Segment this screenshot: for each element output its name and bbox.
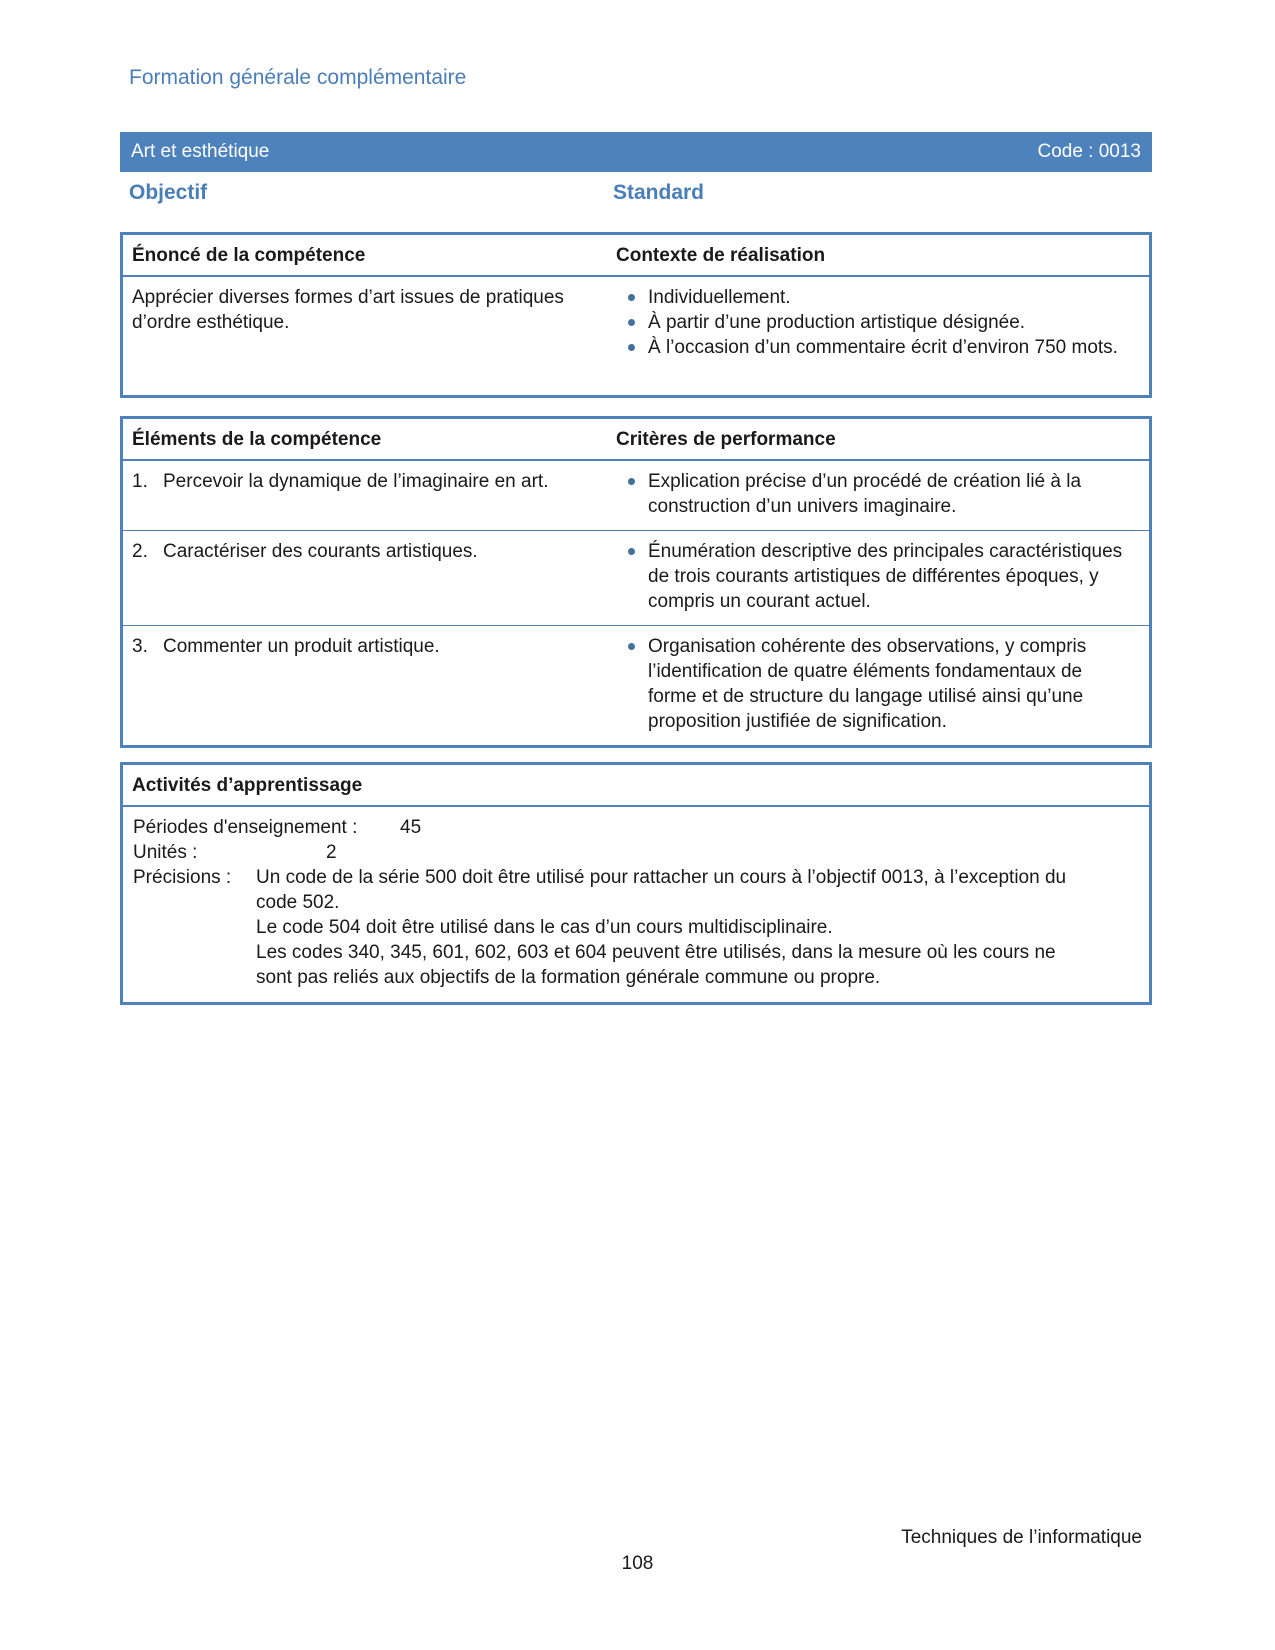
footer-program-name: Techniques de l’informatique — [901, 1527, 1142, 1548]
units-label: Unités : — [133, 842, 198, 863]
bullet-icon — [628, 643, 635, 650]
bullet-icon — [628, 548, 635, 555]
table-row — [123, 461, 1149, 531]
activities-table — [120, 762, 1152, 1005]
precisions-text-block — [256, 865, 1089, 990]
realisation-context-header: Contexte de réalisation — [616, 245, 826, 266]
teaching-periods-value: 45 — [400, 817, 422, 838]
criteria-bullet-list — [616, 469, 1131, 519]
teaching-periods-label: Périodes d'enseignement : — [133, 817, 358, 838]
teaching-periods-row — [133, 815, 1089, 840]
context-bullet-list — [616, 285, 1131, 360]
element-1-cell: 1. Percevoir la dynamique de l’imaginaire en art. — [132, 471, 549, 492]
competence-table-header-row — [123, 235, 1149, 277]
element-3-cell: 3. Commenter un produit artistique. — [132, 636, 440, 657]
precision-paragraph: Un code de la série 500 doit être utilisé pour rattacher un cours à l’objectif 0013, à l’exception du code 502. — [256, 867, 1067, 913]
units-value: 2 — [326, 842, 337, 863]
criteria-bullet-list — [616, 539, 1131, 614]
objectif-heading: Objectif — [129, 181, 208, 204]
element-2-cell: 2. Caractériser des courants artistiques. — [132, 541, 478, 562]
topic-banner-code: Code : 0013 — [1037, 141, 1141, 162]
bullet-icon — [628, 478, 635, 485]
criterion-1-cell — [607, 461, 1149, 530]
bullet-icon — [628, 294, 635, 301]
list-item: Énumération descriptive des principales caractéristiques de trois courants artistiques de différentes époques, y compris un courant actuel. — [616, 539, 1131, 614]
table-row — [123, 626, 1149, 745]
list-item: Explication précise d’un procédé de création lié à la construction d’un univers imaginaire. — [616, 469, 1131, 519]
bullet-icon — [628, 344, 635, 351]
precision-paragraph: Les codes 340, 345, 601, 602, 603 et 604 peuvent être utilisés, dans la mesure où les cours ne sont pas reliés aux objectifs de la formation générale commune ou propre. — [256, 942, 1056, 988]
table-row — [123, 531, 1149, 626]
elements-header: Éléments de la compétence — [132, 429, 382, 450]
units-row — [133, 840, 1089, 865]
list-item: Individuellement. — [616, 285, 1131, 310]
precisions-row — [133, 865, 1089, 990]
column-headings — [120, 181, 1152, 213]
criterion-3-cell — [607, 626, 1149, 745]
competence-statement-header: Énoncé de la compétence — [132, 245, 366, 266]
competence-table — [120, 232, 1152, 398]
topic-banner — [120, 132, 1152, 172]
competence-statement-text: Apprécier diverses formes d’art issues de pratiques d’ordre esthétique. — [132, 287, 564, 333]
page-number: 108 — [621, 1553, 654, 1574]
precisions-label: Précisions : — [133, 867, 232, 888]
precision-paragraph: Le code 504 doit être utilisé dans le cas d’un cours multidisciplinaire. — [256, 917, 833, 938]
list-item: À partir d’une production artistique désignée. — [616, 310, 1131, 335]
criterion-2-cell — [607, 531, 1149, 625]
criteria-bullet-list — [616, 634, 1131, 734]
document-section-title: Formation générale complémentaire — [129, 66, 467, 89]
realisation-context-cell — [607, 277, 1149, 371]
competence-table-body-row — [123, 277, 1149, 371]
elements-table-header-row — [123, 419, 1149, 461]
list-item: Organisation cohérente des observations, y compris l’identification de quatre éléments fondamentaux de forme et de structure du langage utilisé ainsi qu’une proposition justifiée de signification. — [616, 634, 1131, 734]
standard-heading: Standard — [613, 181, 705, 204]
activities-header: Activités d’apprentissage — [123, 765, 1149, 807]
criteria-header: Critères de performance — [616, 429, 836, 450]
bullet-icon — [628, 319, 635, 326]
topic-banner-title: Art et esthétique — [131, 141, 270, 162]
activities-body — [123, 807, 1149, 1002]
list-item: À l’occasion d’un commentaire écrit d’environ 750 mots. — [616, 335, 1131, 360]
elements-table — [120, 416, 1152, 748]
